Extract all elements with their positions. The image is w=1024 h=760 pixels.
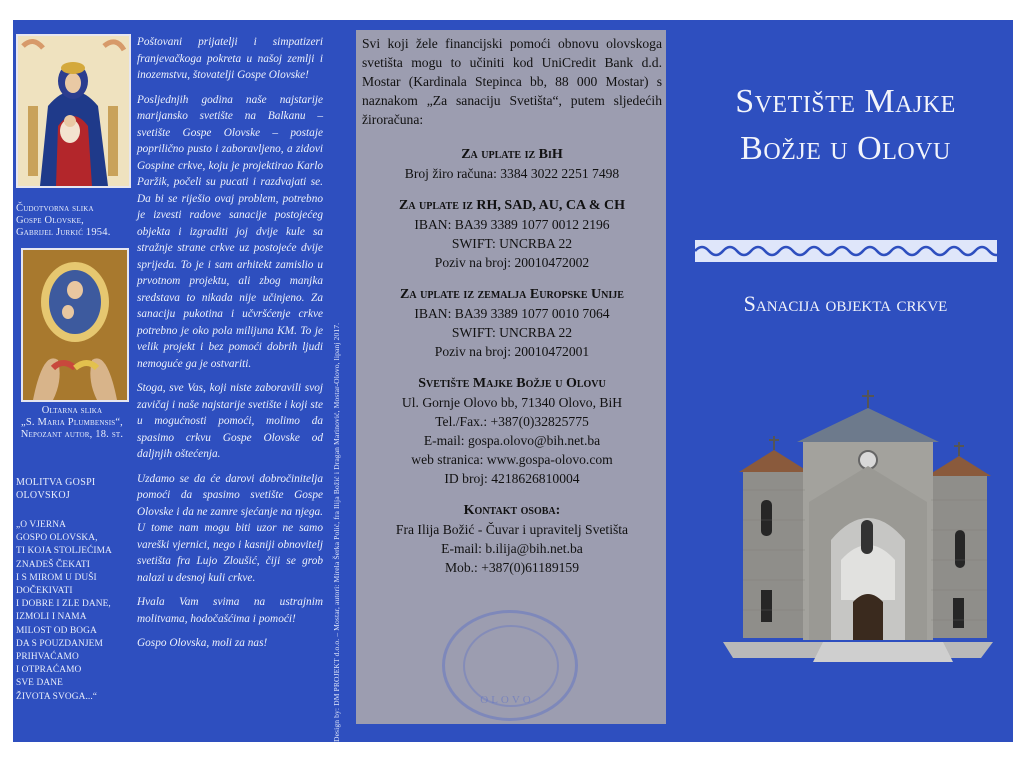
wave-ornament: [695, 240, 997, 262]
appeal-letter: [137, 34, 323, 660]
eu-title: Za uplate iz zemalja Europske Unije: [400, 287, 624, 302]
design-credit-text: Design by: DM PROJEKT d.o.o. – Mostar, autori: Mirela Šerka Polić, fra Ilija Božić i Dragan Marinović, Mostar-Olovo, lipanj 2017.: [332, 322, 341, 742]
letter-paragraph: Uzdamo se da će darovi dobročinitelja pomoći da spasimo svetište Gospe Olovske i da ne zamre sjećanje na njega. U tome nam mogu biti uzor ne samo vareški vjernici, nego i kasniji obnovitelj svetišta fra Lujo Zloušić, čiji se grob nalazi u desnoj kuli crkve.: [137, 472, 323, 584]
prayer-title: MOLITVA GOSPI OLOVSKOJ: [16, 477, 96, 501]
shrine-phone: Tel./Fax.: +387(0)32825775: [435, 414, 589, 429]
donation-intro: Svi koji žele financijski pomoći obnovu olovskoga svetišta mogu to učiniti kod UniCredit Bank d.d. Mostar (Kardinala Stepinca bb, 88 000 Mostar) s naznakom „Za sanaciju Svetišta“, putem sljedećih žiroračuna:: [362, 36, 662, 127]
caption-madonna: Čudotvorna slika Gospe Olovske, Gabrijel Jurkić 1954.: [16, 203, 111, 238]
contact-name: Fra Ilija Božić - Čuvar i upravitelj Svetišta: [395, 522, 629, 537]
letter-paragraph: Stoga, sve Vas, koji niste zaboravili svoj zavičaj i naše najstarije svetište i koji ste u mogućnosti pomoći, molimo da spasimo crkvu Gospe Olovske od daljnjih oštećenja.: [137, 382, 323, 460]
rh-title: Za uplate iz RH, SAD, AU, CA & CH: [398, 198, 625, 213]
church-photo: [713, 380, 1003, 670]
letter-paragraph: Gospo Olovska, moli za nas!: [137, 637, 268, 649]
rh-reference: Poziv na broj: 20010472002: [434, 255, 590, 270]
brochure-title: Svetište Majke Božje u Olovu: [735, 83, 956, 167]
letter-paragraph: Posljednjih godina naše najstarije marijansko svetište na Balkanu – svetište Gospe Olovske – postaje poprilično pusto i zaboravljeno, a zidovi Gospine crkve, koju je projektirao Karlo Paržik, počeli su pucati i razdvajati se. Da bi se riješio ovaj problem, potrebno je izvesti radove sanacije postojećeg objekta i izgraditi joj dvije kule sa stražnje strane crkve uz postojeće dvije sprijeda. To je i sam arhitekt zamislio u prvotnom projektu, ali zbog manjka sredstava to nikada nije učinjeno. Za sanaciju pukotina i učvršćenje crkve potrebno je oko pola milijuna KM. To je velik projekt i bez pomoći dobrih ljudi nemoguće ga je ostvariti.: [137, 93, 323, 370]
shrine-id: ID broj: 4218626810004: [444, 471, 580, 486]
olovo-stamp: [442, 610, 578, 721]
rh-swift: SWIFT: UNCRBA 22: [451, 236, 573, 251]
altar-painting: [21, 248, 129, 402]
shrine-address: Ul. Gornje Olovo bb, 71340 Olovo, BiH: [401, 395, 623, 410]
design-credit: [329, 320, 343, 742]
prayer-text: „O VJERNA GOSPO OLOVSKA, TI KOJA STOLJEĆIMA ZNADEŠ ČEKATI I S MIROM U DUŠI DOČEKIVATI I DOBRE I ZLE DANE, IZMOLI I NAMA MILOST OD BOGA DA S POUZDANJEM PRIHVAĆAMO I OTPRAĆAMO SVE DANE ŽIVOTA SVOGA...“: [16, 520, 112, 702]
shrine-email: E-mail: gospa.olovo@bih.net.ba: [423, 433, 601, 448]
donation-panel: [356, 30, 666, 724]
caption-altar: Oltarna slika „S. Maria Plumbensis“, Nepozant autor, 18. st.: [20, 405, 124, 440]
stamp-text: OLOVO: [480, 694, 534, 706]
eu-iban: IBAN: BA39 3389 1077 0010 7064: [414, 306, 610, 321]
shrine-title: Svetište Majke Božje u Olovu: [418, 376, 606, 391]
eu-reference: Poziv na broj: 20010472001: [434, 344, 590, 359]
contact-mobile: Mob.: +387(0)61189159: [444, 560, 580, 575]
contact-email: E-mail: b.ilija@bih.net.ba: [441, 541, 583, 556]
brochure: [13, 20, 1013, 742]
shrine-website: web stranica: www.gospa-olovo.com: [411, 452, 613, 467]
bih-account: Broj žiro računa: 3384 3022 2251 7498: [404, 166, 620, 181]
letter-paragraph: Hvala Vam svima na ustrajnim molitvama, hodočašćima i pomoći!: [137, 596, 323, 625]
madonna-painting: [16, 34, 131, 188]
bih-title: Za uplate iz BiH: [461, 147, 563, 162]
brochure-subtitle: Sanacija objekta crkve: [743, 291, 948, 316]
contact-title: Kontakt osoba:: [463, 503, 561, 518]
left-column: [13, 20, 129, 742]
letter-paragraph: Poštovani prijatelji i simpatizeri franjevačkoga pokreta u našoj zemlji i inozemstvu, štovatelji Gospe Olovske!: [137, 36, 323, 81]
eu-swift: SWIFT: UNCRBA 22: [451, 325, 573, 340]
rh-iban: IBAN: BA39 3389 1077 0012 2196: [414, 217, 610, 232]
